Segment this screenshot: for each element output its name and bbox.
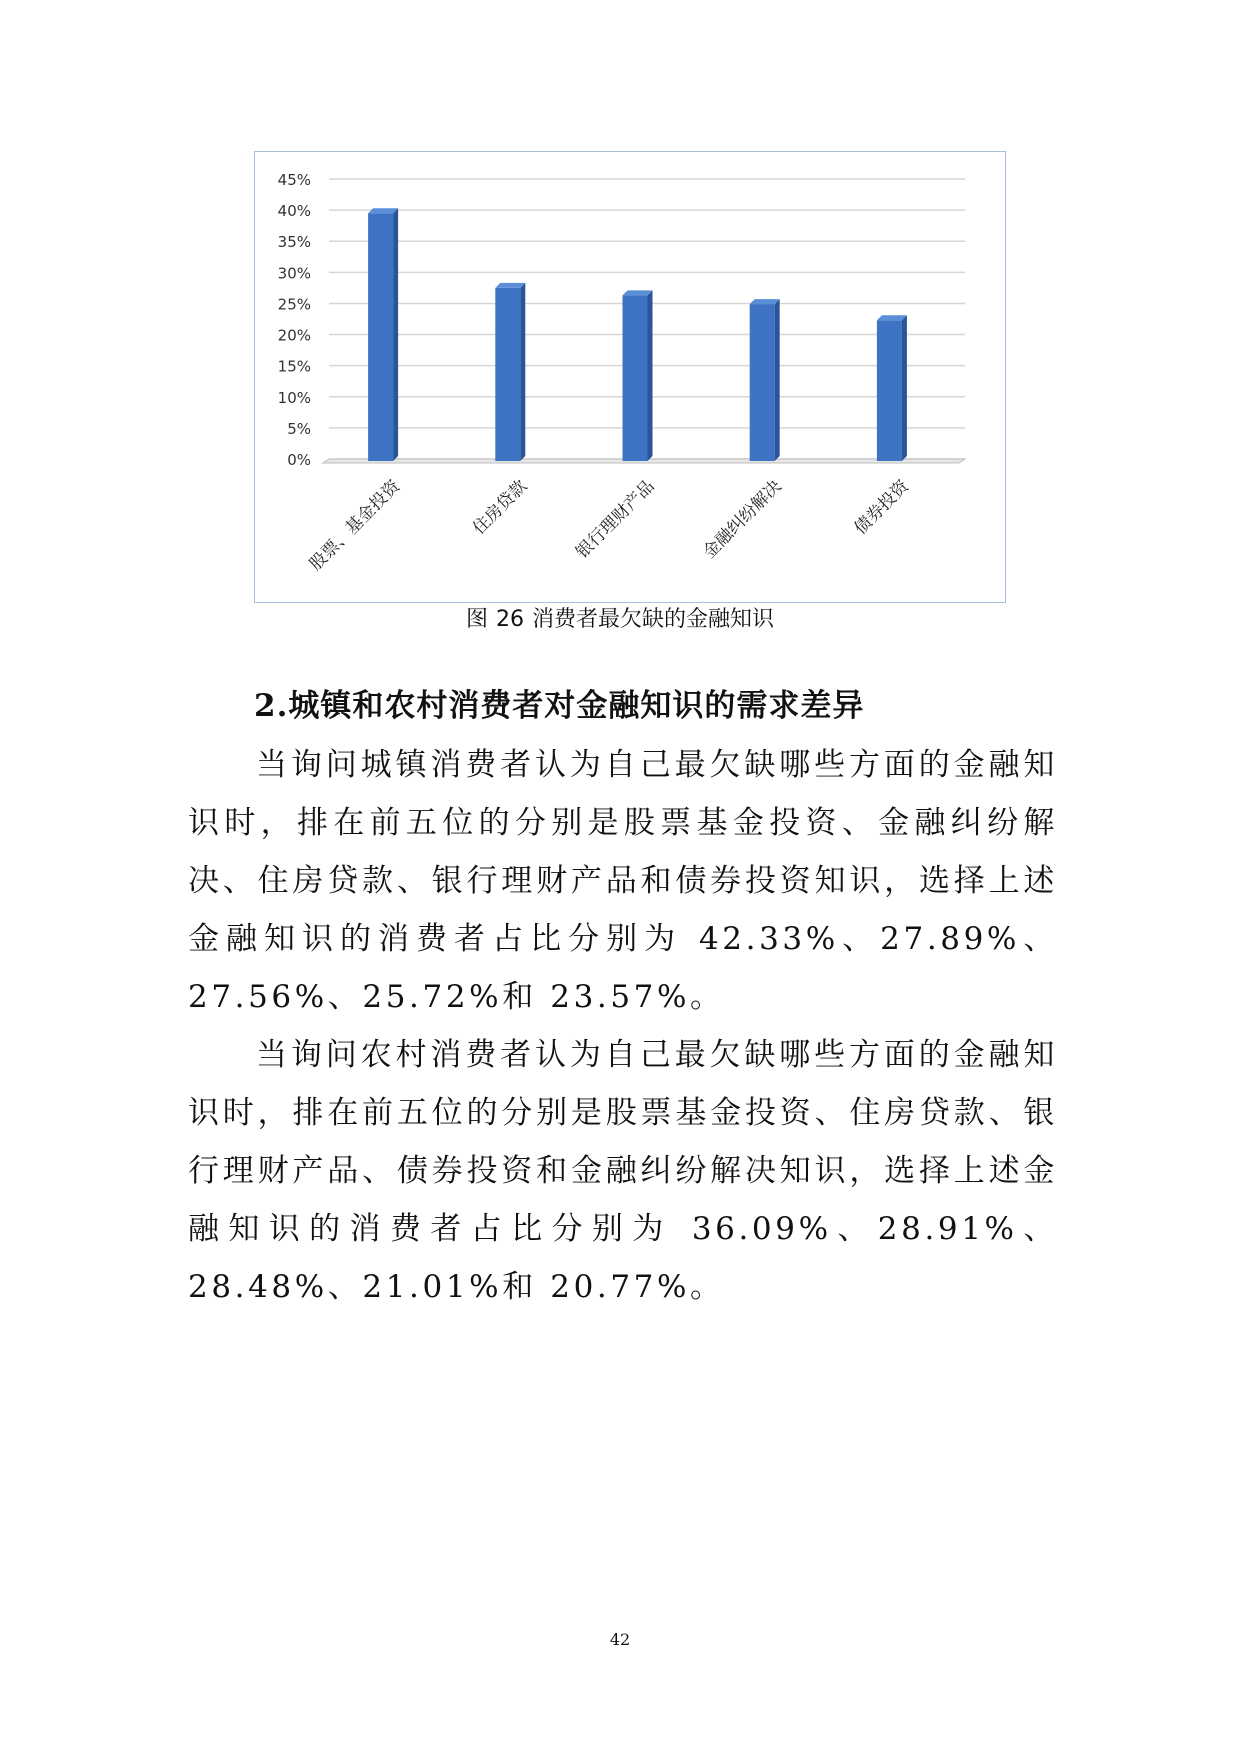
y-tick-label: 45%	[277, 171, 311, 189]
bar-side	[393, 208, 398, 461]
bar	[623, 295, 648, 461]
y-tick-label: 0%	[287, 451, 311, 469]
y-tick-label: 30%	[277, 264, 311, 283]
bar-top	[877, 315, 907, 320]
figure-number: 26	[496, 607, 524, 632]
bar-top	[623, 290, 653, 295]
bar	[368, 213, 393, 461]
figure-caption	[0, 603, 1240, 637]
chart-frame	[254, 151, 1006, 603]
bar	[750, 304, 775, 461]
y-tick-label: 25%	[277, 295, 311, 314]
bar-top	[750, 299, 780, 304]
paragraph-urban: 当询问城镇消费者认为自己最欠缺哪些方面的金融知识时，排在前五位的分别是股票基金投资、金融纠纷解决、住房贷款、银行理财产品和债券投资知识，选择上述金融知识的消费者占比分别为 42.33%、27.89%、27.56%、25.72%和 23.57%。	[188, 747, 1058, 1015]
figure-label: 图	[465, 607, 488, 632]
bar	[495, 288, 520, 461]
bar-side	[902, 315, 907, 461]
bar-side	[520, 283, 525, 461]
bar-top	[495, 283, 525, 288]
y-tick-label: 35%	[277, 233, 311, 252]
paragraph-rural: 当询问农村消费者认为自己最欠缺哪些方面的金融知识时，排在前五位的分别是股票基金投资、住房贷款、银行理财产品、债券投资和金融纠纷解决知识，选择上述金融知识的消费者占比分别为 36.09%、28.91%、28.48%、21.01%和 20.77%。	[188, 1037, 1058, 1305]
bar-top	[368, 208, 398, 213]
bar-chart	[255, 152, 1005, 602]
section-heading: 2.城镇和农村消费者对金融知识的需求差异	[254, 688, 865, 724]
y-tick-label: 15%	[277, 357, 311, 376]
bar	[877, 320, 902, 461]
y-tick-label: 40%	[277, 202, 311, 221]
y-tick-label: 10%	[277, 388, 311, 407]
x-tick-label: 股票、基金投资	[305, 476, 405, 575]
bar-side	[775, 299, 780, 461]
bar-side	[648, 290, 653, 461]
x-tick-label: 债券投资	[850, 476, 913, 539]
figure-title: 消费者最欠缺的金融知识	[532, 607, 775, 632]
x-tick-label: 银行理财产品	[572, 476, 659, 563]
y-tick-label: 5%	[287, 419, 311, 438]
x-tick-label: 金融纠纷解决	[699, 476, 786, 563]
page-number: 42	[609, 1630, 631, 1649]
x-tick-label: 住房贷款	[469, 476, 532, 539]
y-tick-label: 20%	[277, 326, 311, 345]
